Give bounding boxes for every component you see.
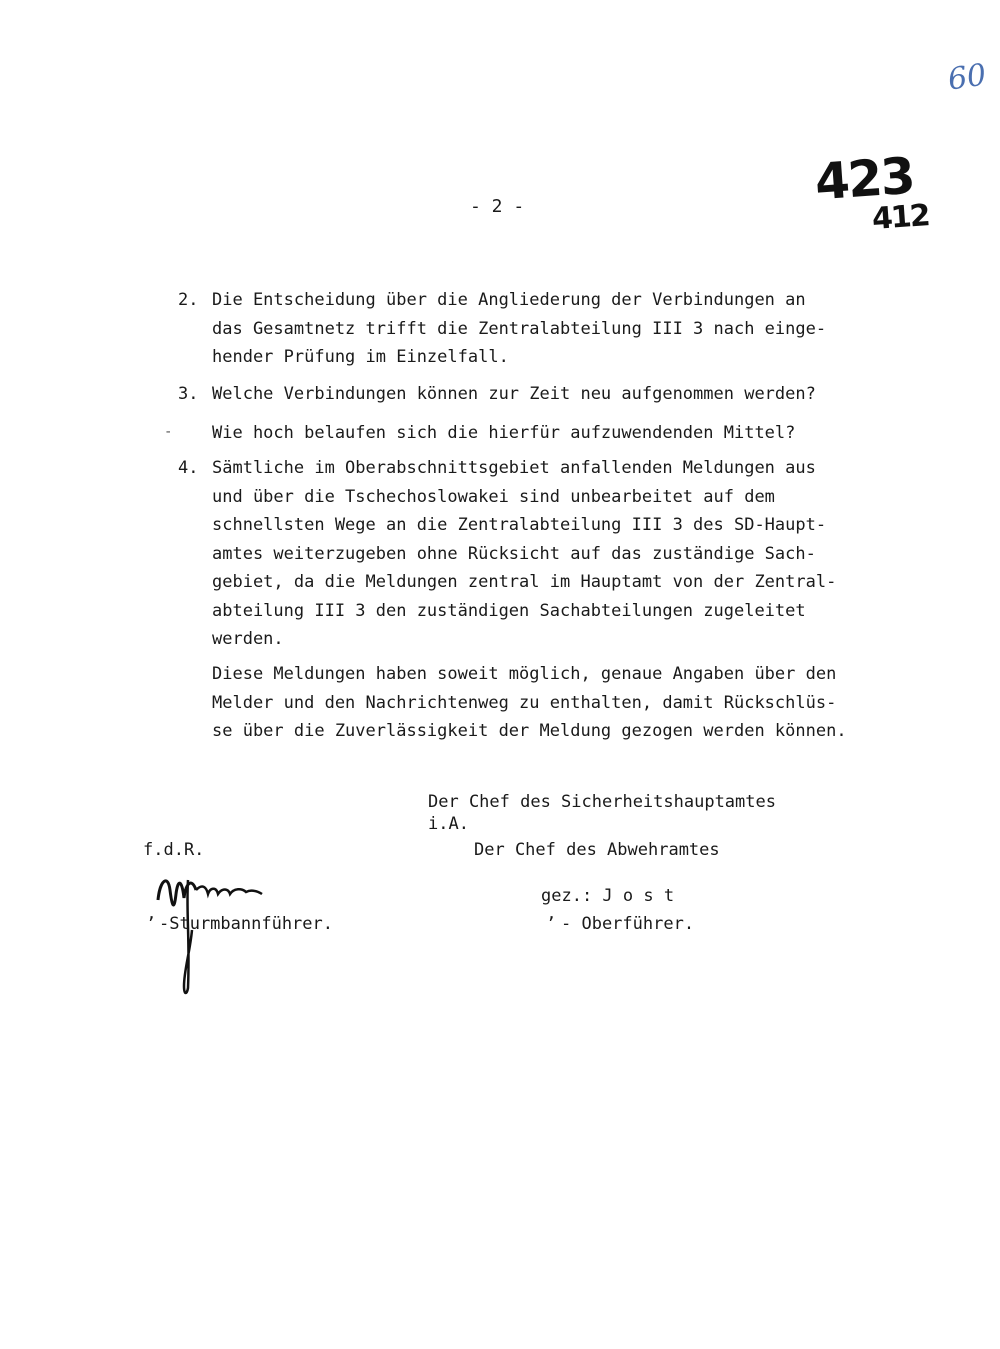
pencil-folio-number: 60 <box>945 57 989 98</box>
closing-paragraph <box>212 660 847 746</box>
text-line: hender Prüfung im Einzelfall. <box>212 347 509 367</box>
text-line: Die Entscheidung über die Angliederung der Verbindungen an <box>212 290 806 310</box>
list-item-number: 2. <box>178 290 199 310</box>
signature-right-rank-text: - Oberführer. <box>561 914 695 934</box>
signature-fdr: f.d.R. <box>143 840 205 860</box>
text-line: abteilung III 3 den zuständigen Sachabteilungen zugeleitet <box>212 600 806 621</box>
signature-chef-sicherheitshauptamt: Der Chef des Sicherheitshauptamtes <box>428 792 776 812</box>
text-line: das Gesamtnetz trifft die Zentralabteilung III 3 nach einge- <box>212 318 827 339</box>
signature-ia: i.A. <box>428 814 469 834</box>
signature-chef-abwehramt: Der Chef des Abwehramtes <box>474 840 720 860</box>
text-line: gebiet, da die Meldungen zentral im Hauptamt von der Zentral- <box>212 572 837 592</box>
text-line: amtes weiterzugeben ohne Rücksicht auf das zuständige Sach- <box>212 543 816 564</box>
text-line: Wie hoch belaufen sich die hierfür aufzuwendenden Mittel? <box>212 423 796 443</box>
handwritten-number-1: 423 <box>813 146 916 212</box>
list-item-number: 4. <box>178 458 199 478</box>
text-line: Diese Meldungen haben soweit möglich, genaue Angaben über den <box>212 664 837 684</box>
ss-rune-mark-2: ʼ <box>545 914 557 934</box>
text-line: und über die Tschechoslowakei sind unbearbeitet auf dem <box>212 486 775 507</box>
signature-gez: gez.: J o s t <box>541 886 675 906</box>
signature-left-rank-text: -Sturmbannführer. <box>159 914 333 934</box>
margin-dash: - <box>164 424 173 440</box>
ss-rune-mark: ʼ <box>145 914 157 934</box>
text-line: se über die Zuverlässigkeit der Meldung gezogen werden können. <box>212 721 847 741</box>
text-line: Sämtliche im Oberabschnittsgebiet anfallenden Meldungen aus <box>212 458 816 478</box>
text-line: werden. <box>212 629 284 649</box>
text-line: Welche Verbindungen können zur Zeit neu aufgenommen werden? <box>212 384 816 404</box>
text-line: schnellsten Wege an die Zentralabteilung III 3 des SD-Haupt- <box>212 515 827 535</box>
signature-left-rank <box>143 914 333 934</box>
list-item-number: 3. <box>178 384 199 404</box>
page-number: - 2 - <box>470 196 525 217</box>
signature-right-rank <box>541 914 694 934</box>
handwritten-number-2: 412 <box>870 198 930 237</box>
text-line: Melder und den Nachrichtenweg zu enthalten, damit Rückschlüs- <box>212 692 837 713</box>
